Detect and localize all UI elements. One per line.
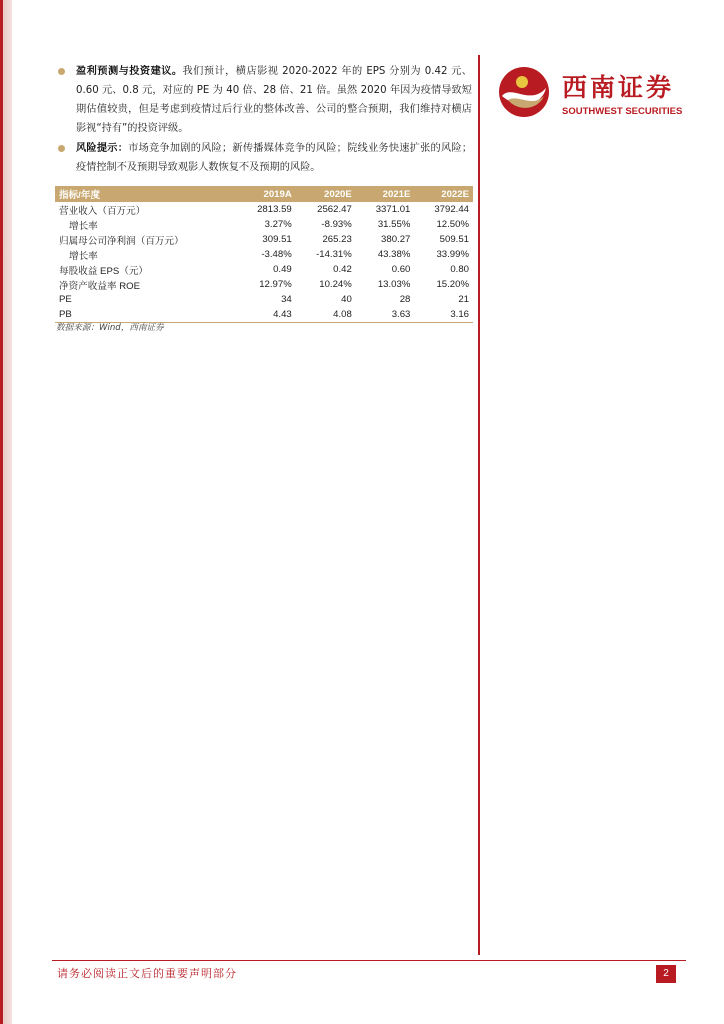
financial-forecast-table (55, 186, 473, 323)
table-cell: 3792.44 (434, 204, 469, 215)
row-label: PB (55, 307, 237, 323)
table-row (55, 232, 473, 247)
table-cell: 31.55% (377, 219, 411, 230)
table-cell: 380.27 (381, 234, 411, 245)
header-cell: 指标/年度 (55, 186, 237, 202)
table-cell: 40 (341, 294, 352, 305)
table-cell: -8.93% (321, 219, 352, 230)
row-label: 归属母公司净利润（百万元） (59, 235, 184, 247)
table-row (55, 292, 473, 307)
page-number: 2 (656, 965, 676, 983)
table-cell: 265.23 (322, 234, 352, 245)
table-cell: -3.48% (261, 249, 292, 260)
table-header-row (55, 186, 473, 202)
table-cell: 3.63 (356, 307, 415, 323)
left-decorative-bar (0, 0, 12, 1024)
row-label: 净资产收益率 ROE (59, 280, 141, 292)
header-cell: 2020E (296, 186, 356, 202)
row-label: 营业收入（百万元） (59, 205, 146, 217)
table-cell: 4.08 (296, 307, 356, 323)
table-cell: 0.49 (273, 264, 292, 275)
table-cell: 0.80 (450, 264, 469, 275)
table-cell: 309.51 (262, 234, 292, 245)
paragraph-body: 我们预计，横店影视 2020-2022 年的 EPS 分别为 0.42 元、0.60 元、0.8 元，对应的 PE 为 40 倍、28 倍、21 倍。虽然 2020 年因为疫情导致短期估值较贵，但是考虑到疫情过后行业的整体改善、公司的整合预期，我们维持对横店影视“持有”的投资评级。 (76, 66, 472, 134)
paragraph-body: 市场竞争加剧的风险；新传播媒体竞争的风险；院线业务快速扩张的风险；疫情控制不及预期导致观影人数恢复不及预期的风险。 (76, 143, 473, 173)
bullet-icon (58, 145, 65, 152)
table-row (55, 247, 473, 262)
logo-text-en: SOUTHWEST SECURITIES (562, 106, 683, 117)
paragraph-heading: 盈利预测与投资建议。 (76, 66, 183, 77)
table-cell: 3371.01 (375, 204, 411, 215)
row-label: 每股收益 EPS（元） (59, 265, 149, 277)
table-cell: 4.43 (237, 307, 296, 323)
table-cell: 12.97% (259, 279, 292, 290)
table-cell: 21 (458, 294, 469, 305)
row-label: 增长率 (69, 250, 98, 262)
table-cell: 0.42 (333, 264, 352, 275)
header-cell: 2021E (356, 186, 415, 202)
header-cell: 2019A (237, 186, 296, 202)
table-cell: 509.51 (439, 234, 469, 245)
row-label: PE (59, 294, 72, 305)
table-cell: 34 (281, 294, 292, 305)
table-cell: 0.60 (391, 264, 411, 275)
footer-divider (52, 960, 686, 961)
vertical-divider (478, 55, 480, 955)
table-cell: 33.99% (436, 249, 469, 260)
table-cell: -14.31% (316, 249, 352, 260)
investment-advice-paragraph (58, 62, 472, 138)
risk-warning-paragraph (58, 139, 472, 177)
table-cell: 13.03% (377, 279, 411, 290)
header-cell: 2022E (414, 186, 473, 202)
data-source-note: 数据来源：Wind，西南证券 (56, 323, 164, 333)
table-cell: 2562.47 (317, 204, 352, 215)
table-cell: 43.38% (377, 249, 411, 260)
table-cell: 2813.59 (257, 204, 292, 215)
paragraph-heading: 风险提示： (76, 143, 129, 154)
logo-emblem-icon (498, 66, 550, 118)
table-cell: 15.20% (436, 279, 469, 290)
footer-disclaimer: 请务必阅读正文后的重要声明部分 (57, 967, 237, 980)
bullet-icon (58, 68, 65, 75)
table-cell: 10.24% (319, 279, 352, 290)
table-row (55, 277, 473, 292)
logo-text-cn: 西南证券 (562, 73, 675, 102)
table-row (55, 262, 473, 277)
table-cell: 12.50% (436, 219, 469, 230)
table-cell: 28 (399, 294, 411, 305)
row-label: 增长率 (69, 220, 98, 232)
table-row (55, 202, 473, 217)
table-cell: 3.16 (414, 307, 473, 323)
table-cell: 3.27% (264, 219, 292, 230)
table-row (55, 217, 473, 232)
brand-logo (498, 66, 688, 122)
